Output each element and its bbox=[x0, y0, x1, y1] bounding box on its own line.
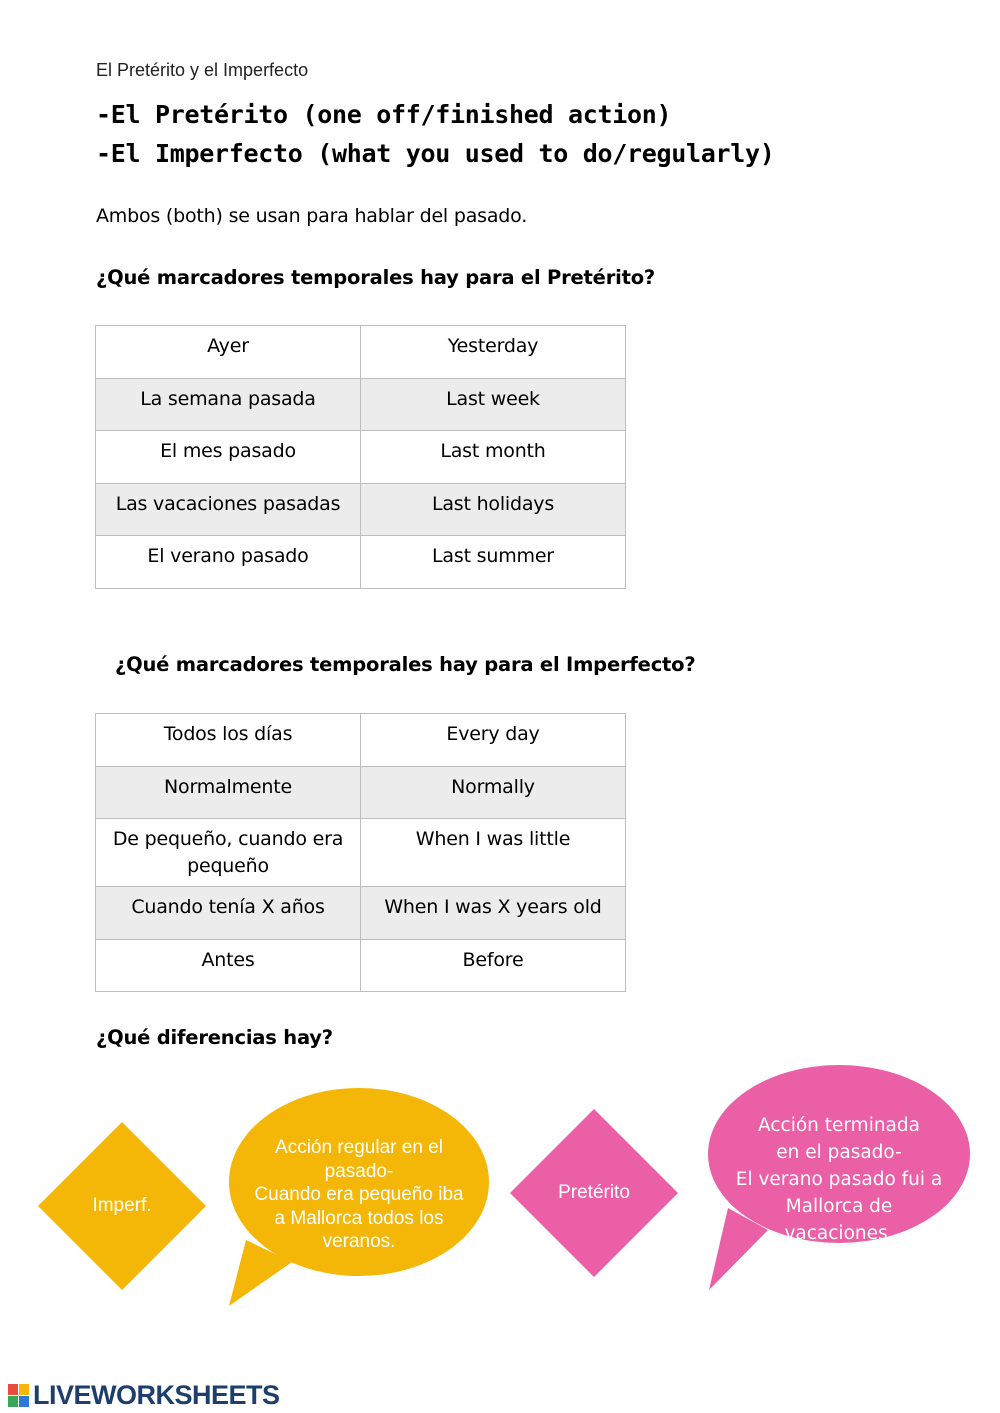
table-cell-english: When I was little bbox=[361, 819, 626, 887]
bubble-line: Acción terminada bbox=[758, 1115, 920, 1136]
table-cell-english: Last month bbox=[361, 431, 626, 484]
bubble-line: Cuando era pequeño iba bbox=[254, 1184, 464, 1205]
bubble-line: Acción regular en el bbox=[275, 1137, 443, 1158]
heading-imperfecto: -El Imperfecto (what you used to do/regularly) bbox=[96, 139, 775, 168]
table-cell-english: Normally bbox=[361, 766, 626, 819]
table-cell-english: Yesterday bbox=[361, 326, 626, 379]
table-cell-english: Before bbox=[361, 939, 626, 992]
table-cell-english: Every day bbox=[361, 714, 626, 767]
table-cell-spanish: Antes bbox=[96, 939, 361, 992]
liveworksheets-logo bbox=[8, 1380, 280, 1411]
table-cell-spanish: Cuando tenía X años bbox=[96, 887, 361, 940]
heading-preterito: -El Pretérito (one off/finished action) bbox=[96, 100, 672, 129]
document-title: El Pretérito y el Imperfecto bbox=[96, 60, 309, 80]
bubble-line: pasado- bbox=[324, 1160, 394, 1182]
bubble-line: a Mallorca todos los bbox=[274, 1207, 444, 1229]
liveworksheets-logo-text: LIVEWORKSHEETS bbox=[33, 1380, 280, 1410]
table-cell-english: Last week bbox=[361, 378, 626, 431]
table-cell-spanish: De pequeño, cuando era pequeño bbox=[96, 819, 361, 887]
table-row bbox=[96, 326, 626, 379]
question-preterito-markers: ¿Qué marcadores temporales hay para el Pretérito? bbox=[96, 266, 656, 289]
table-row bbox=[96, 431, 626, 484]
imperfecto-bubble-text bbox=[234, 1136, 484, 1254]
table-row bbox=[96, 939, 626, 992]
bubble-line: vacaciones. bbox=[784, 1223, 894, 1244]
table-row bbox=[96, 819, 626, 887]
table-cell-spanish: El mes pasado bbox=[96, 431, 361, 484]
bubble-line: en el pasado- bbox=[776, 1142, 902, 1163]
table-cell-english: When I was X years old bbox=[361, 887, 626, 940]
question-differences: ¿Qué diferencias hay? bbox=[96, 1026, 333, 1049]
table-row bbox=[96, 536, 626, 589]
table-row bbox=[96, 887, 626, 940]
table-cell-spanish: La semana pasada bbox=[96, 378, 361, 431]
intro-text: Ambos (both) se usan para hablar del pasado. bbox=[96, 205, 528, 227]
table-cell-spanish: Las vacaciones pasadas bbox=[96, 483, 361, 536]
table-cell-spanish: Ayer bbox=[96, 326, 361, 379]
imperfecto-diamond-label: Imperf. bbox=[92, 1195, 152, 1216]
table-row bbox=[96, 378, 626, 431]
table-row bbox=[96, 766, 626, 819]
bubble-line: El verano pasado fui a bbox=[735, 1169, 943, 1190]
bubble-line: veranos. bbox=[322, 1231, 396, 1252]
table-cell-spanish: El verano pasado bbox=[96, 536, 361, 589]
liveworksheets-icon bbox=[8, 1384, 30, 1408]
imperfecto-markers-table bbox=[95, 713, 626, 992]
preterito-markers-table bbox=[95, 325, 626, 589]
table-row bbox=[96, 483, 626, 536]
table-cell-spanish: Normalmente bbox=[96, 766, 361, 819]
table-cell-english: Last holidays bbox=[361, 483, 626, 536]
table-row bbox=[96, 714, 626, 767]
bubble-line: Mallorca de bbox=[785, 1196, 893, 1217]
preterito-diamond-label: Pretérito bbox=[558, 1182, 630, 1203]
table-cell-english: Last summer bbox=[361, 536, 626, 589]
preterito-bubble-text bbox=[714, 1112, 964, 1247]
question-imperfecto-markers: ¿Qué marcadores temporales hay para el Imperfecto? bbox=[115, 653, 696, 676]
table-cell-spanish: Todos los días bbox=[96, 714, 361, 767]
